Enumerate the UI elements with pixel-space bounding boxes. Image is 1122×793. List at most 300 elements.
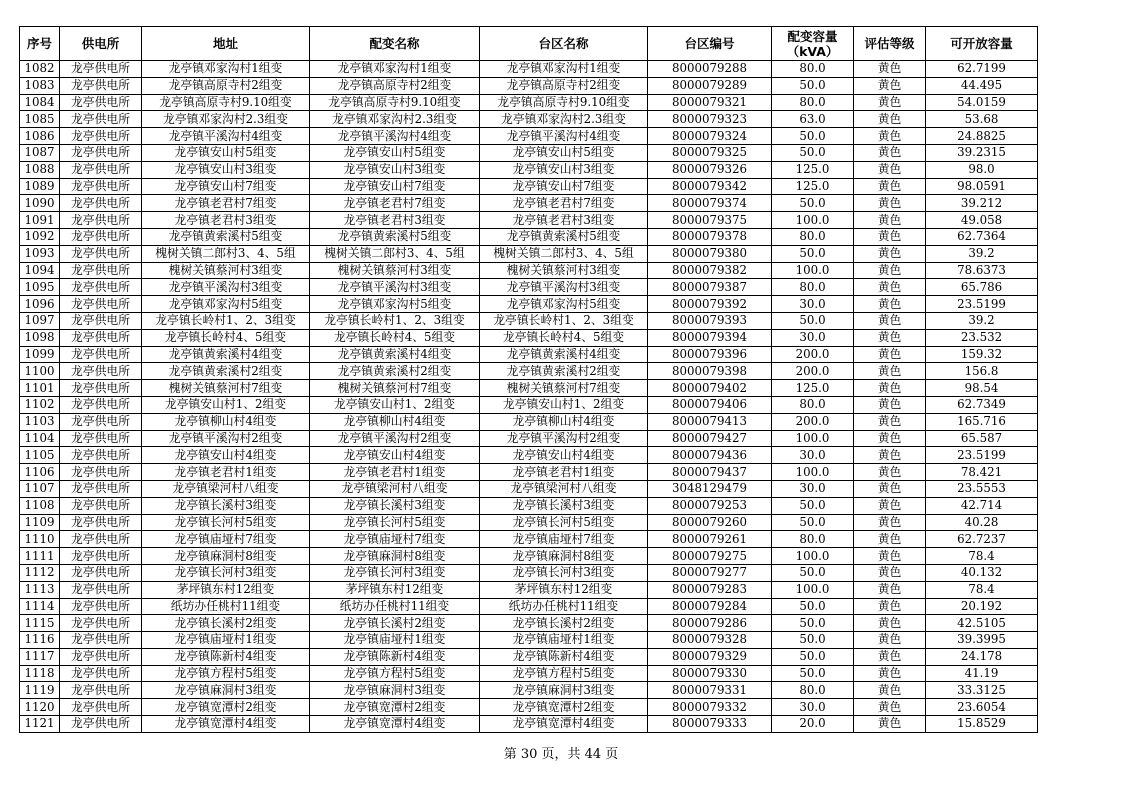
cell-col-serial: 1085 — [20, 111, 60, 128]
table-row — [20, 363, 1038, 380]
table-row — [20, 464, 1038, 481]
cell-col-station: 龙亭供电所 — [60, 329, 142, 346]
cell-col-address: 龙亭镇高原寺村2组变 — [142, 77, 310, 94]
cell-col-area-name: 龙亭镇平溪沟村4组变 — [480, 128, 648, 145]
cell-col-capacity: 100.0 — [772, 212, 854, 229]
table-row — [20, 77, 1038, 94]
cell-col-address: 龙亭镇长河村3组变 — [142, 564, 310, 581]
cell-col-open-capacity: 23.5199 — [926, 447, 1038, 464]
cell-col-open-capacity: 62.7364 — [926, 228, 1038, 245]
cell-col-capacity: 50.0 — [772, 77, 854, 94]
cell-col-address: 龙亭镇邓家沟村2.3组变 — [142, 111, 310, 128]
cell-col-transformer-name: 龙亭镇麻洞村8组变 — [310, 548, 480, 565]
cell-col-open-capacity: 39.212 — [926, 195, 1038, 212]
cell-col-serial: 1087 — [20, 144, 60, 161]
cell-col-capacity: 100.0 — [772, 464, 854, 481]
cell-col-station: 龙亭供电所 — [60, 279, 142, 296]
cell-col-area-name: 纸坊办任桃村11组变 — [480, 598, 648, 615]
cell-col-station: 龙亭供电所 — [60, 312, 142, 329]
cell-col-area-name: 龙亭镇邓家沟村1组变 — [480, 61, 648, 78]
cell-col-open-capacity: 40.132 — [926, 564, 1038, 581]
cell-col-open-capacity: 62.7349 — [926, 396, 1038, 413]
cell-col-area-code: 8000079393 — [648, 312, 772, 329]
cell-col-address: 龙亭镇安山村4组变 — [142, 447, 310, 464]
cell-col-open-capacity: 39.3995 — [926, 632, 1038, 649]
cell-col-capacity: 50.0 — [772, 514, 854, 531]
cell-col-capacity: 50.0 — [772, 615, 854, 632]
cell-col-transformer-name: 龙亭镇平溪沟村2组变 — [310, 430, 480, 447]
cell-col-station: 龙亭供电所 — [60, 531, 142, 548]
cell-col-serial: 1110 — [20, 531, 60, 548]
cell-col-open-capacity: 98.0591 — [926, 178, 1038, 195]
table-row — [20, 531, 1038, 548]
cell-col-capacity: 30.0 — [772, 699, 854, 716]
cell-col-open-capacity: 62.7237 — [926, 531, 1038, 548]
cell-col-serial: 1119 — [20, 682, 60, 699]
table-row — [20, 94, 1038, 111]
cell-col-address: 龙亭镇老君村3组变 — [142, 212, 310, 229]
cell-col-area-name: 龙亭镇老君村3组变 — [480, 212, 648, 229]
cell-col-area-code: 8000079342 — [648, 178, 772, 195]
cell-col-rating: 黄色 — [854, 161, 926, 178]
cell-col-capacity: 100.0 — [772, 430, 854, 447]
table-row — [20, 329, 1038, 346]
cell-col-open-capacity: 24.178 — [926, 648, 1038, 665]
cell-col-area-name: 龙亭镇长溪村3组变 — [480, 497, 648, 514]
cell-col-transformer-name: 龙亭镇长岭村1、2、3组变 — [310, 312, 480, 329]
cell-col-area-name: 茅坪镇东村12组变 — [480, 581, 648, 598]
cell-col-capacity: 50.0 — [772, 144, 854, 161]
cell-col-area-name: 龙亭镇长河村3组变 — [480, 564, 648, 581]
cell-col-station: 龙亭供电所 — [60, 447, 142, 464]
cell-col-capacity: 63.0 — [772, 111, 854, 128]
cell-col-rating: 黄色 — [854, 262, 926, 279]
cell-col-serial: 1095 — [20, 279, 60, 296]
cell-col-area-name: 龙亭镇庙垭村7组变 — [480, 531, 648, 548]
table-row — [20, 144, 1038, 161]
cell-col-area-name: 龙亭镇老君村7组变 — [480, 195, 648, 212]
cell-col-capacity: 200.0 — [772, 346, 854, 363]
cell-col-serial: 1103 — [20, 413, 60, 430]
cell-col-serial: 1113 — [20, 581, 60, 598]
header-col-transformer-name: 配变名称 — [310, 27, 480, 61]
cell-col-open-capacity: 41.19 — [926, 665, 1038, 682]
cell-col-transformer-name: 龙亭镇黄索溪村2组变 — [310, 363, 480, 380]
cell-col-serial: 1104 — [20, 430, 60, 447]
cell-col-open-capacity: 98.54 — [926, 380, 1038, 397]
cell-col-open-capacity: 44.495 — [926, 77, 1038, 94]
cell-col-area-code: 8000079332 — [648, 699, 772, 716]
cell-col-area-code: 8000079396 — [648, 346, 772, 363]
cell-col-open-capacity: 65.786 — [926, 279, 1038, 296]
cell-col-station: 龙亭供电所 — [60, 346, 142, 363]
cell-col-address: 龙亭镇庙垭村1组变 — [142, 632, 310, 649]
cell-col-open-capacity: 49.058 — [926, 212, 1038, 229]
cell-col-open-capacity: 65.587 — [926, 430, 1038, 447]
cell-col-serial: 1109 — [20, 514, 60, 531]
cell-col-capacity: 30.0 — [772, 447, 854, 464]
cell-col-address: 龙亭镇麻洞村8组变 — [142, 548, 310, 565]
cell-col-rating: 黄色 — [854, 430, 926, 447]
cell-col-open-capacity: 23.532 — [926, 329, 1038, 346]
cell-col-station: 龙亭供电所 — [60, 480, 142, 497]
cell-col-transformer-name: 龙亭镇安山村7组变 — [310, 178, 480, 195]
cell-col-capacity: 125.0 — [772, 380, 854, 397]
cell-col-rating: 黄色 — [854, 665, 926, 682]
cell-col-rating: 黄色 — [854, 564, 926, 581]
cell-col-area-name: 龙亭镇安山村4组变 — [480, 447, 648, 464]
cell-col-transformer-name: 龙亭镇安山村5组变 — [310, 144, 480, 161]
cell-col-area-code: 8000079329 — [648, 648, 772, 665]
cell-col-rating: 黄色 — [854, 447, 926, 464]
table-row — [20, 195, 1038, 212]
cell-col-station: 龙亭供电所 — [60, 396, 142, 413]
table-row — [20, 296, 1038, 313]
cell-col-open-capacity: 78.4 — [926, 581, 1038, 598]
cell-col-serial: 1083 — [20, 77, 60, 94]
table-row — [20, 430, 1038, 447]
cell-col-open-capacity: 42.5105 — [926, 615, 1038, 632]
cell-col-rating: 黄色 — [854, 363, 926, 380]
cell-col-transformer-name: 龙亭镇方程村5组变 — [310, 665, 480, 682]
cell-col-area-name: 龙亭镇高原寺村9.10组变 — [480, 94, 648, 111]
cell-col-address: 槐树关镇蔡河村7组变 — [142, 380, 310, 397]
table-row — [20, 413, 1038, 430]
cell-col-serial: 1090 — [20, 195, 60, 212]
cell-col-serial: 1114 — [20, 598, 60, 615]
cell-col-address: 龙亭镇长溪村2组变 — [142, 615, 310, 632]
cell-col-transformer-name: 龙亭镇高原寺村2组变 — [310, 77, 480, 94]
cell-col-serial: 1115 — [20, 615, 60, 632]
cell-col-capacity: 80.0 — [772, 682, 854, 699]
header-col-area-name: 台区名称 — [480, 27, 648, 61]
cell-col-rating: 黄色 — [854, 548, 926, 565]
cell-col-address: 龙亭镇安山村7组变 — [142, 178, 310, 195]
cell-col-transformer-name: 龙亭镇高原寺村9.10组变 — [310, 94, 480, 111]
cell-col-serial: 1082 — [20, 61, 60, 78]
cell-col-station: 龙亭供电所 — [60, 632, 142, 649]
cell-col-transformer-name: 茅坪镇东村12组变 — [310, 581, 480, 598]
cell-col-address: 龙亭镇邓家沟村1组变 — [142, 61, 310, 78]
cell-col-capacity: 80.0 — [772, 531, 854, 548]
cell-col-area-code: 8000079392 — [648, 296, 772, 313]
cell-col-area-code: 8000079436 — [648, 447, 772, 464]
cell-col-area-code: 8000079286 — [648, 615, 772, 632]
cell-col-serial: 1111 — [20, 548, 60, 565]
cell-col-rating: 黄色 — [854, 144, 926, 161]
cell-col-serial: 1105 — [20, 447, 60, 464]
cell-col-capacity: 80.0 — [772, 396, 854, 413]
cell-col-capacity: 50.0 — [772, 632, 854, 649]
cell-col-station: 龙亭供电所 — [60, 111, 142, 128]
cell-col-serial: 1094 — [20, 262, 60, 279]
cell-col-area-code: 8000079375 — [648, 212, 772, 229]
cell-col-serial: 1102 — [20, 396, 60, 413]
table-row — [20, 178, 1038, 195]
table-row — [20, 212, 1038, 229]
page-footer: 第 30 页，共 44 页 — [503, 747, 619, 762]
cell-col-open-capacity: 54.0159 — [926, 94, 1038, 111]
cell-col-address: 龙亭镇长溪村3组变 — [142, 497, 310, 514]
cell-col-station: 龙亭供电所 — [60, 497, 142, 514]
table-row — [20, 716, 1038, 733]
cell-col-rating: 黄色 — [854, 480, 926, 497]
cell-col-transformer-name: 龙亭镇老君村7组变 — [310, 195, 480, 212]
cell-col-area-code: 8000079326 — [648, 161, 772, 178]
cell-col-area-name: 龙亭镇黄索溪村5组变 — [480, 228, 648, 245]
cell-col-capacity: 50.0 — [772, 564, 854, 581]
cell-col-capacity: 50.0 — [772, 312, 854, 329]
cell-col-address: 槐树关镇蔡河村3组变 — [142, 262, 310, 279]
table-row — [20, 497, 1038, 514]
cell-col-area-name: 龙亭镇方程村5组变 — [480, 665, 648, 682]
cell-col-serial: 1117 — [20, 648, 60, 665]
header-col-capacity: 配变容量 （kVA） — [772, 27, 854, 61]
cell-col-open-capacity: 24.8825 — [926, 128, 1038, 145]
cell-col-open-capacity: 39.2 — [926, 312, 1038, 329]
cell-col-station: 龙亭供电所 — [60, 94, 142, 111]
table-row — [20, 447, 1038, 464]
cell-col-address: 龙亭镇黄索溪村4组变 — [142, 346, 310, 363]
cell-col-capacity: 50.0 — [772, 245, 854, 262]
cell-col-area-name: 龙亭镇梁河村八组变 — [480, 480, 648, 497]
cell-col-transformer-name: 龙亭镇庙垭村7组变 — [310, 531, 480, 548]
cell-col-station: 龙亭供电所 — [60, 413, 142, 430]
cell-col-capacity: 80.0 — [772, 279, 854, 296]
cell-col-station: 龙亭供电所 — [60, 430, 142, 447]
cell-col-area-name: 槐树关镇蔡河村7组变 — [480, 380, 648, 397]
cell-col-capacity: 80.0 — [772, 228, 854, 245]
cell-col-area-name: 龙亭镇宽潭村4组变 — [480, 716, 648, 733]
cell-col-rating: 黄色 — [854, 396, 926, 413]
cell-col-capacity: 50.0 — [772, 128, 854, 145]
cell-col-transformer-name: 纸坊办任桃村11组变 — [310, 598, 480, 615]
cell-col-station: 龙亭供电所 — [60, 144, 142, 161]
table-row — [20, 615, 1038, 632]
cell-col-open-capacity: 20.192 — [926, 598, 1038, 615]
cell-col-open-capacity: 156.8 — [926, 363, 1038, 380]
cell-col-transformer-name: 龙亭镇长溪村2组变 — [310, 615, 480, 632]
cell-col-rating: 黄色 — [854, 615, 926, 632]
cell-col-station: 龙亭供电所 — [60, 195, 142, 212]
cell-col-station: 龙亭供电所 — [60, 548, 142, 565]
cell-col-area-name: 龙亭镇黄索溪村2组变 — [480, 363, 648, 380]
cell-col-capacity: 50.0 — [772, 648, 854, 665]
cell-col-transformer-name: 龙亭镇邓家沟村5组变 — [310, 296, 480, 313]
cell-col-transformer-name: 龙亭镇宽潭村2组变 — [310, 699, 480, 716]
cell-col-open-capacity: 23.6054 — [926, 699, 1038, 716]
cell-col-station: 龙亭供电所 — [60, 380, 142, 397]
cell-col-capacity: 80.0 — [772, 61, 854, 78]
cell-col-station: 龙亭供电所 — [60, 665, 142, 682]
cell-col-serial: 1093 — [20, 245, 60, 262]
cell-col-transformer-name: 龙亭镇长河村3组变 — [310, 564, 480, 581]
cell-col-area-name: 龙亭镇安山村5组变 — [480, 144, 648, 161]
cell-col-rating: 黄色 — [854, 497, 926, 514]
cell-col-open-capacity: 42.714 — [926, 497, 1038, 514]
cell-col-area-name: 龙亭镇安山村1、2组变 — [480, 396, 648, 413]
cell-col-transformer-name: 龙亭镇安山村1、2组变 — [310, 396, 480, 413]
table-row — [20, 161, 1038, 178]
cell-col-area-name: 龙亭镇麻洞村3组变 — [480, 682, 648, 699]
cell-col-rating: 黄色 — [854, 346, 926, 363]
cell-col-area-code: 8000079398 — [648, 363, 772, 380]
cell-col-serial: 1098 — [20, 329, 60, 346]
cell-col-station: 龙亭供电所 — [60, 598, 142, 615]
cell-col-rating: 黄色 — [854, 699, 926, 716]
table-row — [20, 245, 1038, 262]
cell-col-area-name: 龙亭镇黄索溪村4组变 — [480, 346, 648, 363]
cell-col-capacity: 125.0 — [772, 161, 854, 178]
cell-col-capacity: 50.0 — [772, 497, 854, 514]
cell-col-area-name: 龙亭镇老君村1组变 — [480, 464, 648, 481]
cell-col-area-code: 8000079427 — [648, 430, 772, 447]
cell-col-station: 龙亭供电所 — [60, 245, 142, 262]
cell-col-serial: 1106 — [20, 464, 60, 481]
cell-col-capacity: 50.0 — [772, 598, 854, 615]
cell-col-capacity: 200.0 — [772, 363, 854, 380]
cell-col-capacity: 125.0 — [772, 178, 854, 195]
table-row — [20, 279, 1038, 296]
cell-col-area-code: 8000079323 — [648, 111, 772, 128]
cell-col-rating: 黄色 — [854, 632, 926, 649]
cell-col-rating: 黄色 — [854, 682, 926, 699]
cell-col-address: 龙亭镇平溪沟村4组变 — [142, 128, 310, 145]
cell-col-rating: 黄色 — [854, 514, 926, 531]
cell-col-station: 龙亭供电所 — [60, 464, 142, 481]
cell-col-address: 龙亭镇长岭村4、5组变 — [142, 329, 310, 346]
cell-col-area-code: 8000079331 — [648, 682, 772, 699]
table-row — [20, 228, 1038, 245]
cell-col-capacity: 50.0 — [772, 665, 854, 682]
cell-col-rating: 黄色 — [854, 111, 926, 128]
cell-col-area-code: 8000079374 — [648, 195, 772, 212]
cell-col-address: 槐树关镇二郎村3、4、5组 — [142, 245, 310, 262]
cell-col-area-code: 8000079253 — [648, 497, 772, 514]
cell-col-transformer-name: 龙亭镇柳山村4组变 — [310, 413, 480, 430]
table-row — [20, 61, 1038, 78]
cell-col-transformer-name: 龙亭镇平溪沟村4组变 — [310, 128, 480, 145]
cell-col-open-capacity: 39.2 — [926, 245, 1038, 262]
cell-col-transformer-name: 槐树关镇蔡河村7组变 — [310, 380, 480, 397]
cell-col-rating: 黄色 — [854, 296, 926, 313]
cell-col-rating: 黄色 — [854, 195, 926, 212]
cell-col-area-code: 8000079380 — [648, 245, 772, 262]
cell-col-transformer-name: 龙亭镇长岭村4、5组变 — [310, 329, 480, 346]
cell-col-transformer-name: 龙亭镇宽潭村4组变 — [310, 716, 480, 733]
cell-col-station: 龙亭供电所 — [60, 716, 142, 733]
cell-col-area-code: 8000079394 — [648, 329, 772, 346]
cell-col-address: 龙亭镇陈新村4组变 — [142, 648, 310, 665]
cell-col-area-code: 8000079260 — [648, 514, 772, 531]
table-row — [20, 581, 1038, 598]
cell-col-area-name: 龙亭镇麻洞村8组变 — [480, 548, 648, 565]
cell-col-transformer-name: 龙亭镇安山村3组变 — [310, 161, 480, 178]
cell-col-serial: 1092 — [20, 228, 60, 245]
cell-col-address: 龙亭镇安山村5组变 — [142, 144, 310, 161]
cell-col-transformer-name: 龙亭镇麻洞村3组变 — [310, 682, 480, 699]
cell-col-capacity: 100.0 — [772, 581, 854, 598]
cell-col-area-code: 8000079324 — [648, 128, 772, 145]
cell-col-rating: 黄色 — [854, 61, 926, 78]
header-col-open-capacity: 可开放容量 — [926, 27, 1038, 61]
cell-col-address: 龙亭镇黄索溪村2组变 — [142, 363, 310, 380]
cell-col-area-code: 8000079283 — [648, 581, 772, 598]
cell-col-area-name: 龙亭镇庙垭村1组变 — [480, 632, 648, 649]
cell-col-area-code: 8000079378 — [648, 228, 772, 245]
cell-col-address: 龙亭镇柳山村4组变 — [142, 413, 310, 430]
cell-col-area-code: 8000079413 — [648, 413, 772, 430]
table-row — [20, 480, 1038, 497]
table-row — [20, 312, 1038, 329]
cell-col-open-capacity: 15.8529 — [926, 716, 1038, 733]
cell-col-area-code: 8000079330 — [648, 665, 772, 682]
cell-col-serial: 1088 — [20, 161, 60, 178]
cell-col-area-name: 龙亭镇邓家沟村5组变 — [480, 296, 648, 313]
cell-col-capacity: 30.0 — [772, 329, 854, 346]
table-row — [20, 128, 1038, 145]
cell-col-capacity: 30.0 — [772, 480, 854, 497]
cell-col-area-name: 龙亭镇长岭村4、5组变 — [480, 329, 648, 346]
cell-col-open-capacity: 98.0 — [926, 161, 1038, 178]
cell-col-address: 龙亭镇庙垭村7组变 — [142, 531, 310, 548]
cell-col-area-code: 8000079288 — [648, 61, 772, 78]
cell-col-open-capacity: 40.28 — [926, 514, 1038, 531]
cell-col-serial: 1121 — [20, 716, 60, 733]
cell-col-transformer-name: 龙亭镇庙垭村1组变 — [310, 632, 480, 649]
cell-col-address: 龙亭镇宽潭村4组变 — [142, 716, 310, 733]
cell-col-serial: 1084 — [20, 94, 60, 111]
cell-col-rating: 黄色 — [854, 413, 926, 430]
cell-col-area-name: 龙亭镇柳山村4组变 — [480, 413, 648, 430]
cell-col-transformer-name: 龙亭镇长溪村3组变 — [310, 497, 480, 514]
cell-col-address: 龙亭镇宽潭村2组变 — [142, 699, 310, 716]
cell-col-open-capacity: 23.5199 — [926, 296, 1038, 313]
cell-col-rating: 黄色 — [854, 380, 926, 397]
table-row — [20, 699, 1038, 716]
cell-col-rating: 黄色 — [854, 648, 926, 665]
table-row — [20, 396, 1038, 413]
cell-col-transformer-name: 龙亭镇老君村3组变 — [310, 212, 480, 229]
table-row — [20, 598, 1038, 615]
header-col-station: 供电所 — [60, 27, 142, 61]
cell-col-area-code: 8000079277 — [648, 564, 772, 581]
cell-col-area-name: 龙亭镇安山村7组变 — [480, 178, 648, 195]
cell-col-address: 龙亭镇老君村7组变 — [142, 195, 310, 212]
header-col-serial: 序号 — [20, 27, 60, 61]
cell-col-serial: 1120 — [20, 699, 60, 716]
cell-col-capacity: 100.0 — [772, 548, 854, 565]
cell-col-station: 龙亭供电所 — [60, 564, 142, 581]
cell-col-serial: 1089 — [20, 178, 60, 195]
table-row — [20, 564, 1038, 581]
cell-col-open-capacity: 39.2315 — [926, 144, 1038, 161]
cell-col-transformer-name: 龙亭镇邓家沟村1组变 — [310, 61, 480, 78]
cell-col-transformer-name: 龙亭镇陈新村4组变 — [310, 648, 480, 665]
table-row — [20, 514, 1038, 531]
cell-col-serial: 1118 — [20, 665, 60, 682]
cell-col-open-capacity: 78.6373 — [926, 262, 1038, 279]
cell-col-rating: 黄色 — [854, 531, 926, 548]
cell-col-area-code: 8000079333 — [648, 716, 772, 733]
cell-col-station: 龙亭供电所 — [60, 699, 142, 716]
cell-col-area-code: 8000079284 — [648, 598, 772, 615]
cell-col-address: 茅坪镇东村12组变 — [142, 581, 310, 598]
cell-col-address: 龙亭镇高原寺村9.10组变 — [142, 94, 310, 111]
cell-col-area-name: 龙亭镇高原寺村2组变 — [480, 77, 648, 94]
cell-col-address: 龙亭镇方程村5组变 — [142, 665, 310, 682]
cell-col-rating: 黄色 — [854, 598, 926, 615]
